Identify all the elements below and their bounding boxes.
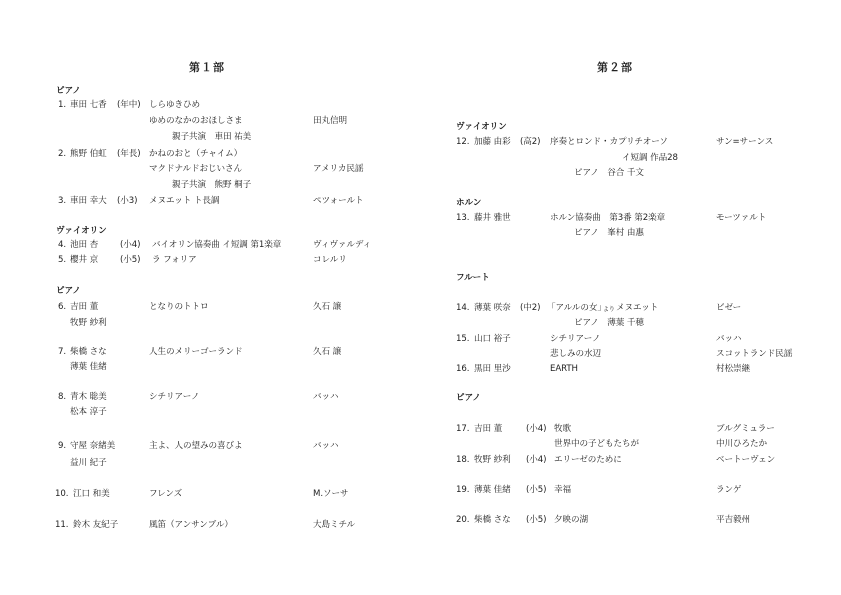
section-heading: フルート bbox=[456, 273, 490, 283]
performer-name: 櫻井 京 bbox=[70, 255, 99, 265]
composer: M.ソーサ bbox=[313, 489, 349, 499]
piece-title: ゆめのなかのおほしさま bbox=[149, 116, 243, 126]
item-number: 6. bbox=[58, 302, 66, 312]
accompanist: ピアノ 薄葉 千穂 bbox=[574, 318, 644, 328]
section-heading: ピアノ bbox=[456, 393, 481, 403]
performer-name: 薄葉 咲奈 bbox=[474, 303, 511, 313]
item-number: 5. bbox=[58, 255, 66, 265]
piece-title: 序奏とロンド・カプリチオーソ bbox=[550, 137, 668, 147]
composer: 久石 譲 bbox=[313, 347, 342, 357]
item-number: 1. bbox=[58, 100, 66, 110]
section-heading: ピアノ bbox=[56, 86, 81, 96]
performer-grade: (高2) bbox=[520, 137, 541, 147]
item-number: 2. bbox=[58, 149, 66, 159]
part2-title: 第２部 bbox=[597, 61, 633, 74]
item-number: 18. bbox=[456, 455, 470, 465]
composer: ブルグミュラー bbox=[716, 424, 775, 434]
performer-name: 山口 裕子 bbox=[474, 334, 511, 344]
performer-grade: (小5) bbox=[526, 515, 547, 525]
performer-name: 松本 淳子 bbox=[70, 407, 107, 417]
piece-title: エリーゼのために bbox=[554, 455, 622, 465]
item-number: 19. bbox=[456, 485, 470, 495]
piece-title: しらゆきひめ bbox=[149, 100, 200, 110]
piece-title: ラ フォリア bbox=[152, 255, 197, 265]
composer: 平吉毅州 bbox=[716, 515, 750, 525]
composer: 村松崇継 bbox=[716, 364, 750, 374]
performer-name: 牧野 紗利 bbox=[70, 318, 107, 328]
performer-name: 熊野 伯虹 bbox=[70, 149, 107, 159]
item-number: 12. bbox=[456, 137, 470, 147]
piece-title: メヌエット ト長調 bbox=[149, 196, 220, 206]
item-number: 20. bbox=[456, 515, 470, 525]
performer-name: 柴橋 さな bbox=[70, 347, 107, 357]
yori-text: より bbox=[603, 306, 615, 313]
item-number: 11. bbox=[55, 520, 69, 530]
piece-title: 悲しみの水辺 bbox=[550, 349, 601, 359]
piece-title: メヌエット bbox=[616, 303, 659, 313]
performer-grade: (年長) bbox=[117, 149, 141, 159]
performer-grade: (小4) bbox=[526, 424, 547, 434]
performer-grade: (小4) bbox=[120, 240, 141, 250]
composer: スコットランド民謡 bbox=[716, 349, 793, 359]
section-heading: ヴァイオリン bbox=[56, 226, 107, 236]
item-number: 9. bbox=[58, 441, 66, 451]
duet-partner: 親子共演 車田 祐美 bbox=[172, 132, 252, 142]
composer: 中川ひろたか bbox=[716, 439, 767, 449]
performer-grade: (小5) bbox=[120, 255, 141, 265]
item-number: 3. bbox=[58, 196, 66, 206]
composer: ペツォールト bbox=[313, 196, 364, 206]
item-number: 17. bbox=[456, 424, 470, 434]
section-heading: ホルン bbox=[456, 198, 482, 208]
performer-grade: (中2) bbox=[520, 303, 541, 313]
performer-grade: (年中) bbox=[117, 100, 141, 110]
composer: ベートーヴェン bbox=[716, 455, 776, 465]
section-heading: ヴァイオリン bbox=[456, 122, 507, 132]
performer-name: 車田 七香 bbox=[70, 100, 107, 110]
performer-grade: (小3) bbox=[117, 196, 138, 206]
piece-title: 牧歌 bbox=[554, 424, 571, 434]
piece-title: かねのおと（チャイム） bbox=[149, 149, 243, 159]
performer-name: 車田 幸大 bbox=[70, 196, 107, 206]
section-heading: ピアノ bbox=[56, 286, 81, 296]
item-number: 15. bbox=[456, 334, 470, 344]
performer-name: 牧野 紗利 bbox=[474, 455, 511, 465]
item-number: 16. bbox=[456, 364, 470, 374]
piece-title: フレンズ bbox=[149, 489, 183, 499]
composer: バッハ bbox=[716, 334, 742, 344]
composer: アメリカ民謡 bbox=[313, 164, 364, 174]
piece-title: シチリアーノ bbox=[550, 334, 601, 344]
item-number: 8. bbox=[58, 392, 66, 402]
piece-title: 主よ、人の望みの喜びよ bbox=[149, 441, 243, 451]
composer: バッハ bbox=[313, 392, 339, 402]
piece-title: 「アルルの女」 bbox=[547, 303, 606, 313]
duet-partner: 親子共演 熊野 桐子 bbox=[172, 180, 252, 190]
item-number: 7. bbox=[58, 347, 66, 357]
piece-title: 人生のメリーゴーランド bbox=[149, 347, 243, 357]
accompanist: ピアノ 谷合 千文 bbox=[574, 168, 644, 178]
performer-name: 江口 和美 bbox=[73, 489, 110, 499]
performer-grade: (小5) bbox=[526, 485, 547, 495]
piece-title: バイオリン協奏曲 イ短調 第1楽章 bbox=[152, 240, 282, 250]
performer-name: 池田 杏 bbox=[70, 240, 99, 250]
performer-name: 守屋 奈緒美 bbox=[70, 441, 116, 451]
accompanist: ピアノ 峯村 由惠 bbox=[574, 228, 644, 238]
piece-title: 風笛（アンサンブル） bbox=[149, 520, 233, 530]
composer: サン=サーンス bbox=[716, 137, 774, 147]
performer-name: 青木 聡美 bbox=[70, 392, 107, 402]
performer-grade: (小4) bbox=[526, 455, 547, 465]
piece-title: マクドナルドおじいさん bbox=[149, 164, 243, 174]
performer-name: 益川 紀子 bbox=[70, 458, 107, 468]
performer-name: 柴橋 さな bbox=[474, 515, 511, 525]
composer: 大島ミチル bbox=[313, 520, 356, 530]
performer-name: 加藤 由彩 bbox=[474, 137, 511, 147]
piece-title: イ短調 作品28 bbox=[622, 153, 678, 163]
item-number: 14. bbox=[456, 303, 470, 313]
performer-name: 吉田 董 bbox=[474, 424, 503, 434]
composer: バッハ bbox=[313, 441, 339, 451]
piece-title: ホルン協奏曲 第3番 第2楽章 bbox=[550, 213, 666, 223]
piece-title: となりのトトロ bbox=[149, 302, 209, 312]
item-number: 4. bbox=[58, 240, 66, 250]
performer-name: 黒田 里沙 bbox=[474, 364, 511, 374]
performer-name: 薄葉 佳緒 bbox=[70, 362, 107, 372]
composer: モーツァルト bbox=[716, 213, 767, 223]
piece-title: 幸福 bbox=[554, 485, 571, 495]
piece-title: シチリアーノ bbox=[149, 392, 200, 402]
composer: コレルリ bbox=[313, 255, 347, 265]
composer: ランゲ bbox=[716, 485, 742, 495]
performer-name: 藤井 雅世 bbox=[474, 213, 511, 223]
piece-title: 世界中の子どもたちが bbox=[554, 439, 639, 449]
performer-name: 鈴木 友紀子 bbox=[73, 520, 119, 530]
piece-title: 夕映の湖 bbox=[554, 515, 588, 525]
performer-name: 薄葉 佳緒 bbox=[474, 485, 511, 495]
piece-title: EARTH bbox=[550, 364, 578, 374]
part1-title: 第１部 bbox=[189, 61, 225, 74]
performer-name: 吉田 董 bbox=[70, 302, 99, 312]
item-number: 13. bbox=[456, 213, 470, 223]
item-number: 10. bbox=[55, 489, 69, 499]
composer: 久石 譲 bbox=[313, 302, 342, 312]
composer: ビゼー bbox=[716, 303, 742, 313]
composer: ヴィヴァルディ bbox=[313, 240, 372, 250]
composer: 田丸信明 bbox=[313, 116, 347, 126]
